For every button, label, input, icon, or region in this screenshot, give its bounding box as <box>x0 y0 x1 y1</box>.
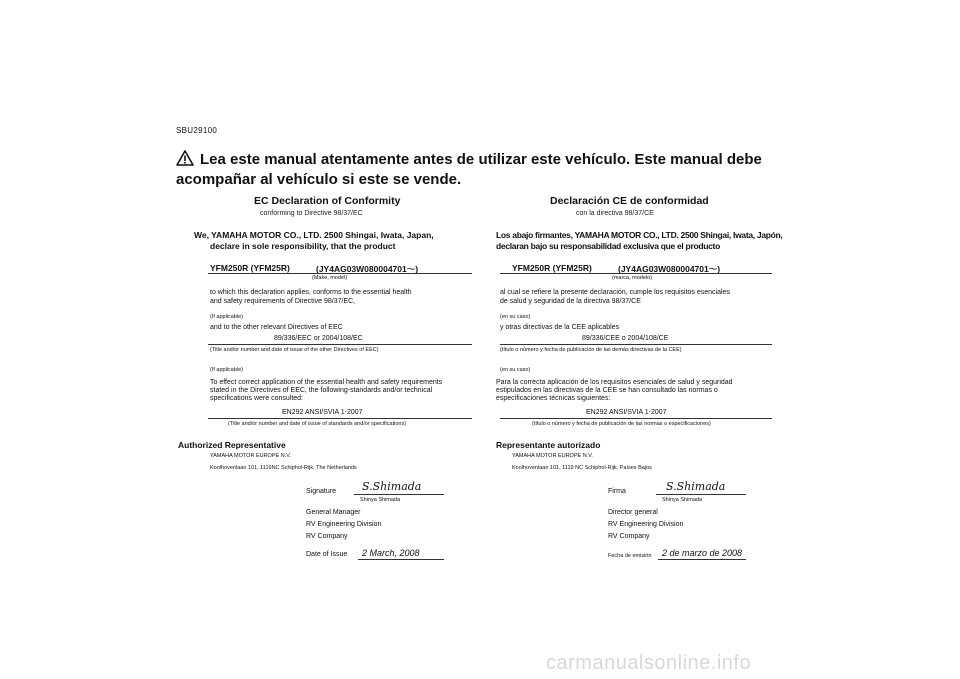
warning-triangle-icon <box>176 150 194 166</box>
es-model-rule <box>500 273 772 274</box>
en-rep-heading: Authorized Representative <box>178 440 286 450</box>
en-vin: (JY4AG03W080004701～) <box>316 264 419 274</box>
en-other-directives: and to the other relevant Directives of EEC <box>210 324 343 331</box>
en-standards-line3: specifications were consulted: <box>210 395 303 402</box>
es-conform-line2: de salud y seguridad de la directiva 98/37/CE <box>500 298 641 305</box>
en-conform-line1: to which this declaration applies, conforms to the essential health <box>210 289 412 296</box>
en-standard-value: EN292 ANSI/SVIA 1-2007 <box>282 409 363 416</box>
en-signer-name: Shinya Shimada <box>360 497 401 503</box>
en-signature: S.Shimada <box>362 480 422 493</box>
en-standards-line1: To effect correct application of the essential health and safety requirements <box>210 379 443 386</box>
en-date-label: Date of Issue <box>306 551 348 558</box>
es-standards-line1: Para la correcta aplicación de los requisitos esenciales de salud y seguridad <box>496 379 733 386</box>
en-signature-rule <box>354 494 444 495</box>
es-model-caption: (marca, modelo) <box>612 275 653 281</box>
es-company-line1: Los abajo firmantes, YAMAHA MOTOR CO., LTD. 2500 Shingai, Iwata, Japón, <box>496 230 783 240</box>
es-if-applicable-2: (en su caso) <box>500 367 531 373</box>
en-model-caption: (Make, model) <box>312 275 348 281</box>
en-standard-caption: (Title and/or number and date of issue of standards and/or specifications) <box>228 421 407 427</box>
en-if-applicable-2: (If applicable) <box>210 367 244 373</box>
en-standard-rule <box>208 418 472 419</box>
en-title: EC Declaration of Conformity <box>254 195 401 207</box>
en-standards-line2: stated in the Directives of EEC, the following-standards and/or technical <box>210 387 433 394</box>
en-directive-values: 89/336/EEC or 2004/108/EC <box>274 335 363 342</box>
en-model-rule <box>208 273 472 274</box>
es-model: YFM250R (YFM25R) <box>512 263 592 273</box>
es-rep-heading: Representante autorizado <box>496 440 601 450</box>
en-rep-address: Koolhovenlaan 101, 1119NC Schiphol-Rijk, The Netherlands <box>210 465 357 471</box>
warning-notice <box>176 150 786 190</box>
es-title-line2: RV Engineering Division <box>608 521 684 528</box>
es-standards-line3: especificaciones técnicas siguientes: <box>496 395 611 402</box>
es-subtitle: con la directiva 98/37/CE <box>576 210 654 217</box>
es-signer-name: Shinya Shimada <box>662 497 703 503</box>
en-model: YFM250R (YFM25R) <box>210 263 290 273</box>
es-standard-caption: (título o número y fecha de publicación de las normas o especificaciones) <box>532 421 711 427</box>
es-date-rule <box>658 559 746 560</box>
es-date-value: 2 de marzo de 2008 <box>662 548 743 558</box>
es-directive-caption: (título o número y fecha de publicación de las demás directivas de la CEE) <box>500 347 682 353</box>
en-company-line1: We, YAMAHA MOTOR CO., LTD. 2500 Shingai, Iwata, Japan, <box>194 230 434 240</box>
es-if-applicable-1: (en su caso) <box>500 314 531 320</box>
en-title-line3: RV Company <box>306 533 348 540</box>
es-title-line1: Director general <box>608 509 658 516</box>
es-directive-values: 89/336/CEE o 2004/108/CE <box>582 335 669 342</box>
es-title-line3: RV Company <box>608 533 650 540</box>
en-subtitle: conforming to Directive 98/37/EC <box>260 210 363 217</box>
en-title-line2: RV Engineering Division <box>306 521 382 528</box>
en-rep-name: YAMAHA MOTOR EUROPE N.V. <box>210 453 291 459</box>
es-vin: (JY4AG03W080004701～) <box>618 264 721 274</box>
es-other-directives: y otras directivas de la CEE aplicables <box>500 324 620 331</box>
en-title-line1: General Manager <box>306 509 361 516</box>
document-code: SBU29100 <box>176 126 218 135</box>
es-standard-value: EN292 ANSI/SVIA 1-2007 <box>586 409 667 416</box>
es-standard-rule <box>500 418 772 419</box>
en-conform-line2: and safety requirements of Directive 98/37/EC, <box>210 298 356 305</box>
es-signature-label: Firma <box>608 488 626 495</box>
es-rep-name: YAMAHA MOTOR EUROPE N.V. <box>512 453 593 459</box>
warning-text: Lea este manual atentamente antes de utilizar este vehículo. Este manual debe acompañar al vehículo si este se vende. <box>176 151 762 188</box>
es-company-line2: declaran bajo su responsabilidad exclusiva que el producto <box>496 241 720 251</box>
es-signature: S.Shimada <box>666 480 726 493</box>
es-standards-line2: estipulados en las directivas de la CEE se han consultado las normas o <box>496 387 718 394</box>
watermark: carmanualsonline.info <box>546 652 752 674</box>
en-directive-caption: (Title and/or number and date of issue of the other Directives of EEC) <box>210 347 379 353</box>
es-directive-rule <box>500 344 772 345</box>
en-signature-label: Signature <box>306 488 336 495</box>
es-title: Declaración CE de conformidad <box>550 195 709 207</box>
es-date-label: Fecha de emisión <box>608 553 652 559</box>
en-date-rule <box>358 559 444 560</box>
en-if-applicable-1: (If applicable) <box>210 314 244 320</box>
es-signature-rule <box>656 494 746 495</box>
en-date-value: 2 March, 2008 <box>362 548 420 558</box>
en-company-line2: declare in sole responsibility, that the product <box>210 241 396 251</box>
en-directive-rule <box>208 344 472 345</box>
es-conform-line1: al cual se refiere la presente declaración, cumple los requisitos esenciales <box>500 289 730 296</box>
es-rep-address: Koolhovenlaan 101, 1119 NC Schiphol-Rijk, Países Bajos <box>512 465 652 471</box>
